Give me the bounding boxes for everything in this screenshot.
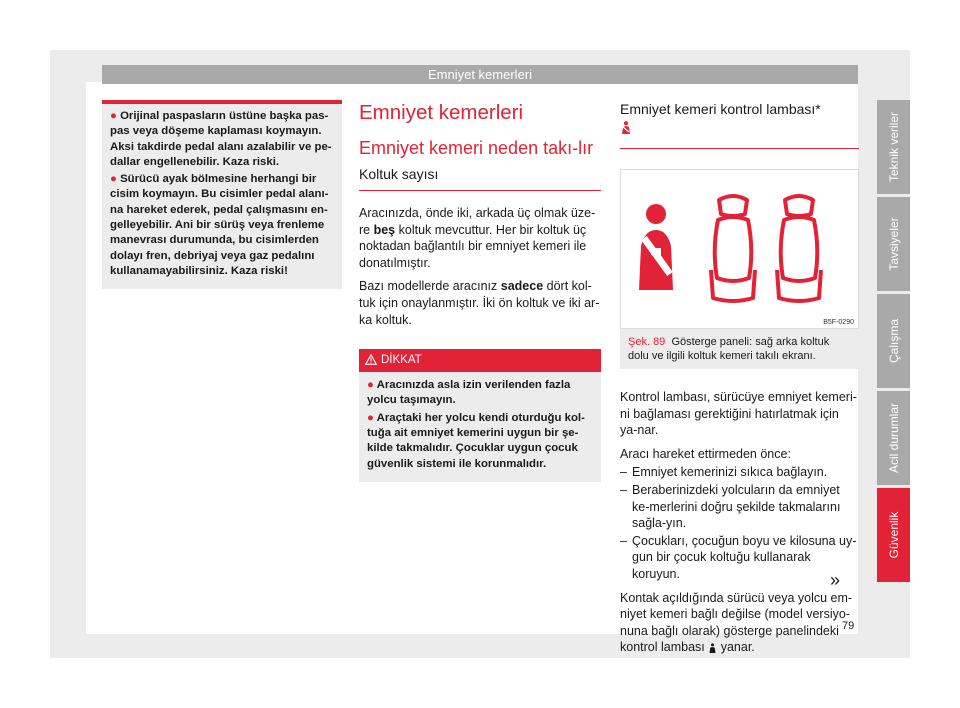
caution-item: ● Araçtaki her yolcu kendi oturduğu kol-tuğa ait emniyet kemerini uygun bir şe-kilde takmalıdır. Çocuklar uygun çocuk güvenlik sistemi ile korunmalıdır. [367, 411, 585, 470]
seatbelt-display-figure [620, 169, 859, 329]
caution-label: DİKKAT [381, 354, 422, 367]
list-item: – Çocukları, çocuğun boyu ve kilosuna uy-gun bir çocuk koltuğu kullanarak koruyun. [620, 533, 857, 581]
figure-caption [620, 329, 859, 369]
seatbelt-warning-icon [708, 643, 717, 654]
caution-box [359, 349, 601, 482]
caption-text: Gösterge paneli: sağ arka koltuk dolu ve ilgili koltuk kemeri takılı ekranı. [628, 336, 830, 362]
warning-box-continued [102, 100, 342, 289]
topic-heading: Koltuk sayısı [359, 166, 601, 191]
tab-teknik-veriler[interactable]: Teknik veriler [877, 100, 910, 194]
bullet-icon: ● [367, 379, 374, 392]
paragraph: Aracı hareket ettirmeden önce: [620, 446, 791, 461]
seat-icon [777, 196, 821, 301]
bullet-icon: ● [110, 173, 117, 186]
paragraph: Kontrol lambası, sürücüye emniyet kemeri-ni bağlaması gerektiğini hatırlatmak için ya-nar. [620, 390, 857, 438]
tab-acil-durumlar[interactable]: Acil durumlar [877, 391, 910, 485]
continued-sign: » [830, 570, 841, 590]
seat-occupancy-illustration [621, 170, 858, 328]
seatbelt-symbol-icon [639, 204, 673, 290]
warning-triangle-icon [365, 354, 377, 365]
page-number: 79 [842, 620, 855, 632]
caution-body [359, 372, 601, 482]
chapter-header: Emniyet kemerleri [102, 65, 858, 84]
tab-guvenlik[interactable]: Güvenlik [877, 488, 910, 582]
warning-text: Sürücü ayak bölmesine herhangi bir cisim koymayın. Bu cisimler pedal alanı-na hareket ederek, pedal çalışmasını en-gelleyebilir. Ani bir sürüş veya frenleme manevrası durumunda, bu cisimlerden dolayı fren, debriyaj veya gaz pedalını kullanamayabilirsiniz. Kaza riski! [110, 173, 329, 277]
left-column [102, 100, 342, 289]
right-column [620, 100, 859, 656]
warning-item [110, 172, 334, 279]
paragraph: Kontak açıldığında sürücü veya yolcu em-niyet kemeri bağlı değilse (model versiyo-nuna bağlı olarak) gösterge panelindeki kontrol lambası yanar. [620, 590, 853, 655]
middle-column [359, 100, 601, 482]
figure-reference: Şek. 89 [628, 336, 666, 348]
figure-code: B5F-0290 [823, 319, 854, 326]
section-title: Emniyet kemerleri [359, 101, 524, 124]
warning-text: Orijinal paspasların üstüne başka pas-pas veya döşeme kaplaması koymayın. Aksi takdirde pedal alanı azalabilir ve pe-dallar engellenebilir. Kaza riski. [110, 110, 332, 168]
instruction-list [620, 464, 859, 582]
topic-heading: Emniyet kemeri kontrol lambası* [620, 101, 821, 117]
bullet-icon: ● [367, 411, 374, 424]
right-heading-block [620, 100, 859, 149]
caution-header [359, 349, 601, 372]
paragraph: Aracınızda, önde iki, arkada üç olmak üze-re beş koltuk mevcuttur. Her bir koltuk üç noktadan bağlantılı bir emniyet kemeri ile donatılmıştır. [359, 206, 596, 270]
seatbelt-warning-icon [620, 121, 632, 135]
seat-icon [711, 196, 755, 301]
paragraph: Bazı modellerde aracınız sadece dört kol-tuk için onaylanmıştır. İki ön koltuk ve iki ar-ka koltuk. [359, 279, 600, 327]
subsection-title: Emniyet kemeri neden takı-lır [359, 138, 594, 158]
list-item: – Beraberinizdeki yolcuların da emniyet ke-merlerini doğru şekilde takmalarını sağla-yın. [620, 482, 841, 531]
bullet-icon: ● [110, 110, 117, 122]
tab-tavsiyeler[interactable]: Tavsiyeler [877, 197, 910, 291]
caution-item: ● Aracınızda asla izin verilenden fazla yolcu taşımayın. [367, 379, 571, 407]
tab-calisma[interactable]: Çalışma [877, 294, 910, 388]
list-item: – Emniyet kemerinizi sıkıca bağlayın. [620, 465, 828, 480]
warning-item [110, 109, 334, 170]
